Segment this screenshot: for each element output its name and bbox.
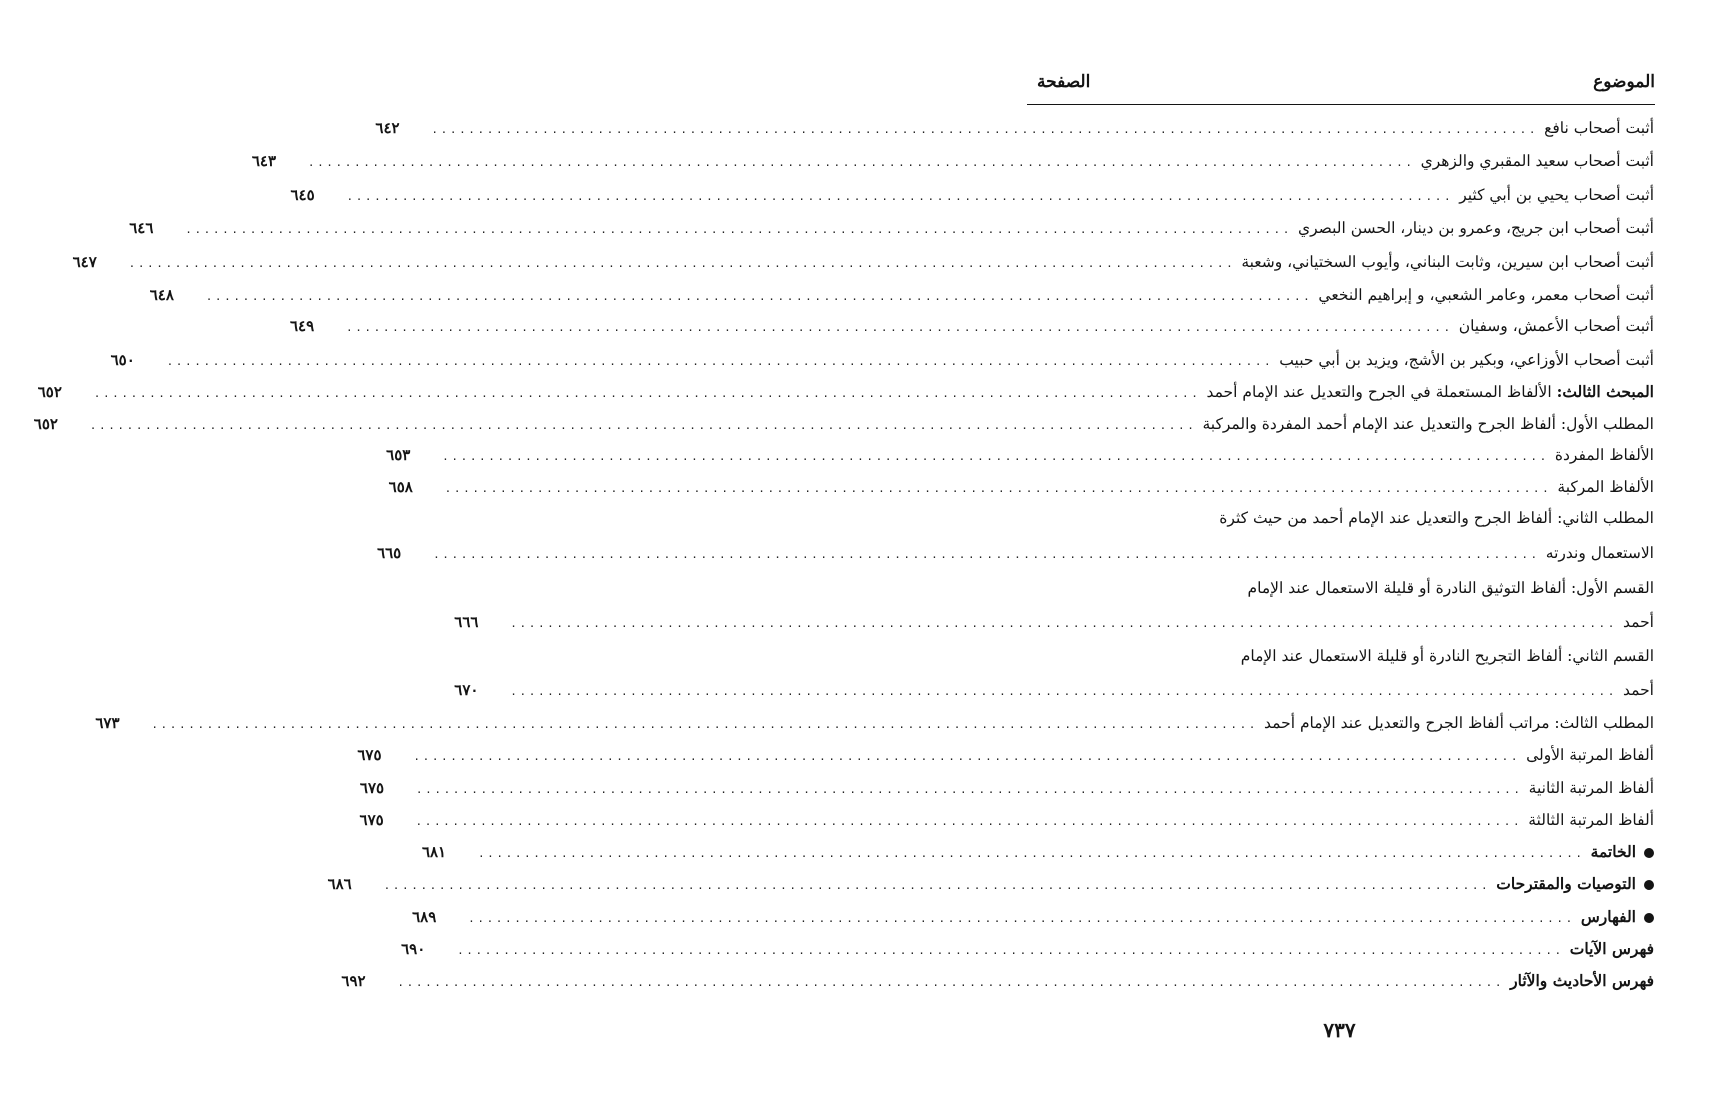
bullet-icon [1644,880,1654,890]
toc-entry-page: ٦٤٥ [290,186,315,204]
dot-leader: ........................................................................................................................ [510,617,1617,630]
toc-entry [129,218,1654,240]
dot-leader: ........................................................................................................................ [93,387,1201,400]
toc-entry-text: أحمد [1623,681,1654,699]
toc-entry-page: ٦٤٨ [149,286,174,304]
toc-entry-text: ألفاظ المرتبة الأولى [1526,746,1654,764]
toc-entry [251,151,1654,173]
toc-entry-text: أثبت أصحاب يحيي بن أبي كثير [1459,186,1654,204]
toc-entry-page: ٦٨٩ [412,908,437,926]
toc-entry-text: أثبت أصحاب الأعمش، وسفيان [1458,317,1654,335]
toc-entry-text: أثبت أصحاب سعيد المقبري والزهري [1420,152,1654,170]
toc-entry-title [1555,445,1654,465]
dot-leader: ........................................................................................................................ [444,482,1552,495]
toc-entry-title [1421,151,1654,171]
toc-entry [359,810,1654,832]
toc-entry [375,118,1654,140]
toc-entry-text: القسم الأول: ألفاظ التوثيق النادرة أو قليلة الاستعمال عند الإمام [1247,579,1654,597]
toc-entry-title [1459,316,1654,336]
page-number: ٧٣٧ [1323,1018,1356,1042]
toc-entry-text: أثبت أصحاب الأوزاعي، وبكير بن الأشج، ويزيد بن أبي حبيب [1279,351,1654,369]
toc-entry-page: ٦٨١ [421,843,447,861]
toc-entry-page: ٦٤٩ [289,317,315,335]
toc-entry-text: فهرس الآيات [1569,939,1654,958]
toc-entry-page: ٦٦٥ [377,544,402,562]
toc-entry-text: ألفاظ المرتبة الثالثة [1528,811,1654,829]
dot-leader: ........................................................................................................................ [477,847,1585,860]
toc-entry-page: ٦٤٢ [375,119,400,137]
toc-entry-page: ٦٤٣ [251,152,277,170]
toc-entry-text: القسم الثاني: ألفاظ التجريح النادرة أو قليلة الاستعمال عند الإمام [1240,647,1654,665]
dot-leader: ........................................................................................................................ [413,750,1521,763]
toc-entry-title [1623,680,1654,700]
toc-entry [388,477,1654,499]
toc-entry-text: أثبت أصحاب نافع [1544,119,1654,137]
toc-entry-text: أثبت أصحاب ابن سيرين، وثابت البناني، وأيوب السختياني، وشعبة [1241,253,1654,271]
dot-leader: ........................................................................................................................ [151,718,1259,731]
bullet-icon [1644,913,1654,923]
dot-leader: ........................................................................................................................ [431,123,1539,136]
toc-entry-text: التوصيات والمقترحات [1496,874,1636,893]
toc-entry-page: ٦٧٠ [454,681,479,699]
toc-entry-title [1526,745,1654,765]
toc-entry-text: ألفاظ المرتبة الثانية [1528,779,1654,797]
dot-leader: ........................................................................................................................ [345,321,1453,334]
toc-entry-text: أحمد [1623,613,1654,631]
dot-leader: ........................................................................................................................ [205,290,1313,303]
toc-entry [95,713,1654,735]
toc-entry-title [1496,874,1654,894]
toc-entry-text: المطلب الثاني: ألفاظ الجرح والتعديل عند الإمام أحمد من حيث كثرة [1219,509,1654,527]
toc-entry-title [1279,350,1654,370]
dot-leader: ........................................................................................................................ [442,450,1549,463]
toc-entry-title [1206,382,1654,402]
dot-leader: ........................................................................................................................ [346,190,1454,203]
dot-leader: ........................................................................................................................ [415,783,1523,796]
toc-entry-title [1529,778,1654,798]
toc-entry-text: الاستعمال وندرته [1545,544,1654,562]
toc-entry-title [1298,218,1654,238]
toc-entry [454,680,1654,702]
toc-entry-title [1241,647,1654,665]
toc-entry [359,778,1654,800]
toc-entry [1024,508,1654,528]
toc-entry-text: الألفاظ المفردة [1554,446,1654,464]
toc-entry [289,316,1654,338]
toc-entry [412,907,1654,929]
toc-entry-title [1591,842,1654,862]
toc-entry-page: ٦٥٢ [33,415,58,433]
bullet-icon [1644,848,1654,858]
toc-entry [149,285,1654,307]
dot-leader: ........................................................................................................................ [415,815,1523,828]
toc-entry-text: أثبت أصحاب معمر، وعامر الشعبي، و إبراهيم النخعي [1318,286,1654,304]
toc-entry [401,939,1654,961]
toc-entry-page: ٦٩٢ [341,972,366,990]
toc-entry-text: المطلب الأول: ألفاظ الجرح والتعديل عند الإمام أحمد المفردة والمركبة [1202,415,1654,433]
toc-entry-title [1248,579,1654,597]
toc-entry-title [1459,185,1654,205]
toc-entry-page: ٦٤٧ [72,253,97,271]
dot-leader: ........................................................................................................................ [383,879,1491,892]
toc-entry [1024,578,1654,598]
topic-column-label: الموضوع [1593,72,1655,92]
toc-entry [327,874,1654,896]
toc-entry [1024,646,1654,666]
toc-entry-text: الخاتمة [1590,842,1636,861]
toc-entry [454,612,1654,634]
toc-entry-page: ٦٧٣ [95,714,120,732]
toc-entry-text: الألفاظ المستعملة في الجرح والتعديل عند الإمام أحمد [1206,383,1557,401]
toc-entry-page: ٦٧٥ [359,779,385,797]
dot-leader: ........................................................................................................................ [185,223,1292,236]
toc-entry [386,445,1654,467]
toc-entry-page: ٦٥٨ [388,478,413,496]
toc-entry [72,252,1654,274]
toc-entry-title [1219,509,1654,527]
dot-leader: ........................................................................................................................ [307,156,1415,169]
toc-entry-page: ٦٩٠ [401,940,426,958]
toc-entry-page: ٦٥٣ [386,446,411,464]
toc-entry-title [1623,612,1654,632]
dot-leader: ........................................................................................................................ [89,419,1197,432]
toc-entry-title [1581,907,1654,927]
toc-entry-page: ٦٥٢ [37,383,62,401]
header-divider [1027,104,1655,105]
toc-entry-title [1510,971,1654,991]
dot-leader: ........................................................................................................................ [433,548,1540,561]
toc-entry [37,382,1654,404]
toc-entry [110,350,1654,372]
dot-leader: ........................................................................................................................ [468,912,1575,925]
toc-entry-title [1241,252,1654,272]
toc-entry-title [1318,285,1654,305]
toc-entry-page: ٦٥٠ [110,351,135,369]
toc-entry [341,971,1654,993]
toc-entry-text: أثبت أصحاب ابن جريج، وعمرو بن دينار، الحسن البصري [1297,219,1654,237]
dot-leader: ........................................................................................................................ [457,944,1564,957]
toc-entry-title [1528,810,1654,830]
toc-entry [33,414,1654,436]
dot-leader: ........................................................................................................................ [510,685,1617,698]
toc-entry-title [1202,414,1654,434]
page-column-label: الصفحة [1037,72,1091,92]
toc-entry-page: ٦٧٥ [357,746,382,764]
toc-entry-lead: المبحث الثالث: [1556,382,1654,401]
toc-header [1027,72,1655,102]
toc-entry [377,543,1654,565]
toc-entry [290,185,1654,207]
toc-entry-title [1264,713,1654,733]
toc-entry-text: فهرس الأحاديث والآثار [1510,971,1654,990]
toc-entry-page: ٦٨٦ [327,875,352,893]
dot-leader: ........................................................................................................................ [166,355,1274,368]
toc-entry-page: ٦٧٥ [359,811,384,829]
toc-entry-text: الألفاظ المركبة [1557,478,1654,496]
toc-entry-title [1557,477,1654,497]
toc-entry-page: ٦٤٦ [129,219,154,237]
toc-entry-title [1544,118,1654,138]
toc-entry [421,842,1654,864]
dot-leader: ........................................................................................................................ [397,976,1505,989]
toc-entry-text: الفهارس [1580,907,1636,926]
toc-entry-title [1570,939,1654,959]
toc-entry-page: ٦٦٦ [454,613,479,631]
dot-leader: ........................................................................................................................ [128,257,1236,270]
toc-entry-title [1546,543,1654,563]
toc-entry-text: المطلب الثالث: مراتب ألفاظ الجرح والتعديل عند الإمام أحمد [1264,714,1654,732]
toc-entry [357,745,1654,767]
